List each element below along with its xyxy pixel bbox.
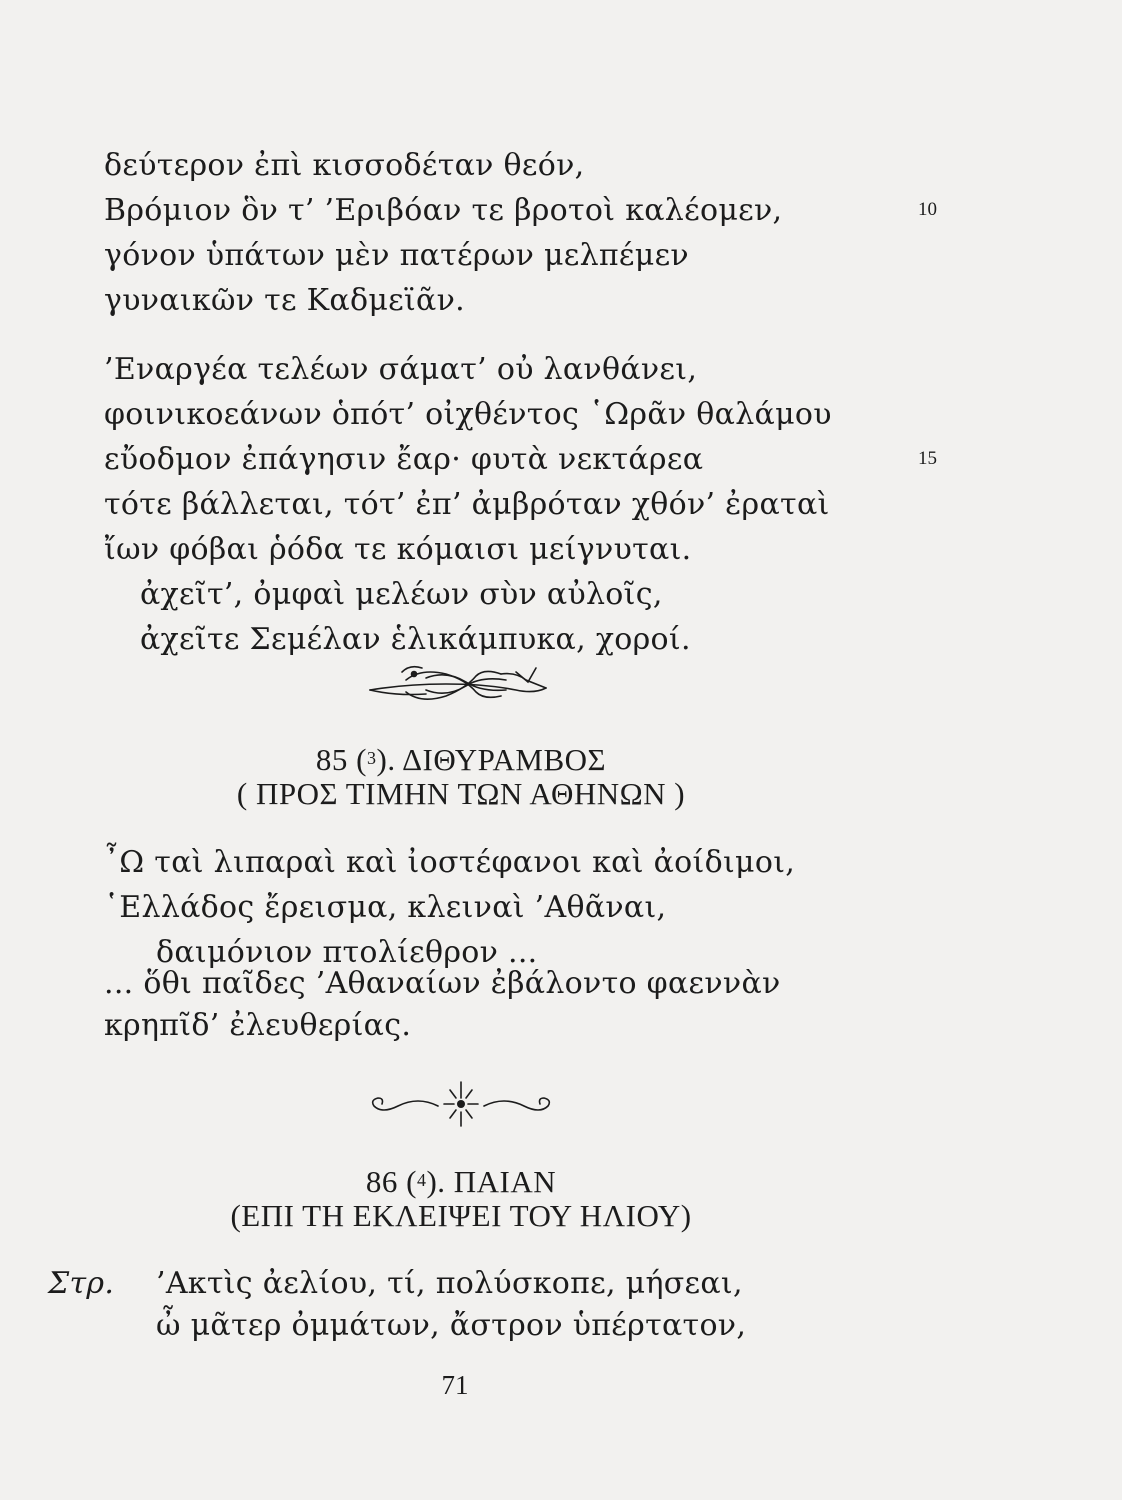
verse-line: φοινικοεάνων ὁπότ’ οἰχθέντος ῾Ωρᾶν θαλάμου	[104, 397, 832, 432]
line-number: 10	[918, 199, 937, 220]
poem-subheading: ( ΠΡΟΣ ΤΙΜΗΝ ΤΩΝ ΑΘΗΝΩΝ )	[236, 776, 686, 811]
verse-line: ... ὅθι παῖδες ’Αθαναίων ἐβάλοντο φαεννὰν	[104, 966, 781, 1001]
verse-line: ’Ακτὶς ἀελίου, τί, πολύσκοπε, μήσεαι,	[156, 1266, 743, 1301]
star-ornament-icon	[368, 1076, 554, 1128]
poem-heading: 86 ($^4$). ΠΑΙΑΝ	[365, 1164, 557, 1199]
verse-line: ’Εναργέα τελέων σάματ’ οὐ λανθάνει,	[104, 352, 698, 387]
verse-line: ἴων φόβαι ῥόδα τε κόμαισι μείγνυται.	[104, 532, 692, 567]
verse-line: τότε βάλλεται, τότ’ ἐπ’ ἀμβρόταν χθόν’ ἐραταὶ	[104, 487, 830, 522]
verse-line: εὔοδμον ἐπάγησιν ἔαρ· φυτὰ νεκτάρεα	[104, 442, 704, 477]
page-number: 71	[441, 1370, 469, 1400]
verse-line: ἀχεῖτε Σεμέλαν ἑλικάμπυκα, χοροί.	[140, 622, 691, 657]
poem-heading: 85 ($^3$). ΔΙΘΥΡΑΜΒΟΣ	[315, 742, 607, 777]
poem-title: . ΠΑΙΑΝ	[437, 1164, 557, 1199]
poem-number: 85	[315, 742, 348, 777]
verse-line: δαιμόνιον πτολίεθρον ...	[156, 935, 538, 970]
verse-line: γόνον ὑπάτων μὲν πατέρων μελπέμεν	[104, 238, 689, 273]
verse-line: γυναικῶν τε Καδμεϊᾶν.	[104, 283, 465, 318]
verse-line: ὦ μᾶτερ ὀμμάτων, ἄστρον ὑπέρτατον,	[156, 1308, 747, 1343]
verse-line: Βρόμιον ὃν τ’ ’Εριβόαν τε βροτοὶ καλέομεν,	[104, 193, 783, 228]
poem-number: 86	[365, 1164, 398, 1199]
poem-subheading: (ΕΠΙ ΤΗ ΕΚΛΕΙΨΕΙ ΤΟΥ ΗΛΙΟΥ)	[230, 1198, 692, 1233]
poem-title: . ΔΙΘΥΡΑΜΒΟΣ	[387, 742, 607, 777]
strophe-label: Στρ.	[48, 1266, 115, 1301]
verse-line: ἀχεῖτ’, ὀμφαὶ μελέων σὺν αὐλοῖς,	[140, 577, 663, 612]
verse-line: κρηπῖδ’ ἐλευθερίας.	[104, 1008, 412, 1043]
fragment-reference: 4	[416, 1170, 427, 1190]
verse-line: ῏Ω ταὶ λιπαραὶ καὶ ἰοστέφανοι καὶ ἀοίδιμοι,	[104, 845, 796, 880]
verse-line: ῾Ελλάδος ἔρεισμα, κλειναὶ ’Αθᾶναι,	[104, 890, 667, 925]
fragment-reference: 3	[366, 748, 377, 768]
verse-line: δεύτερον ἐπὶ κισσοδέταν θεόν,	[104, 148, 585, 183]
fish-ornament-icon	[366, 660, 550, 704]
line-number: 15	[918, 448, 937, 469]
